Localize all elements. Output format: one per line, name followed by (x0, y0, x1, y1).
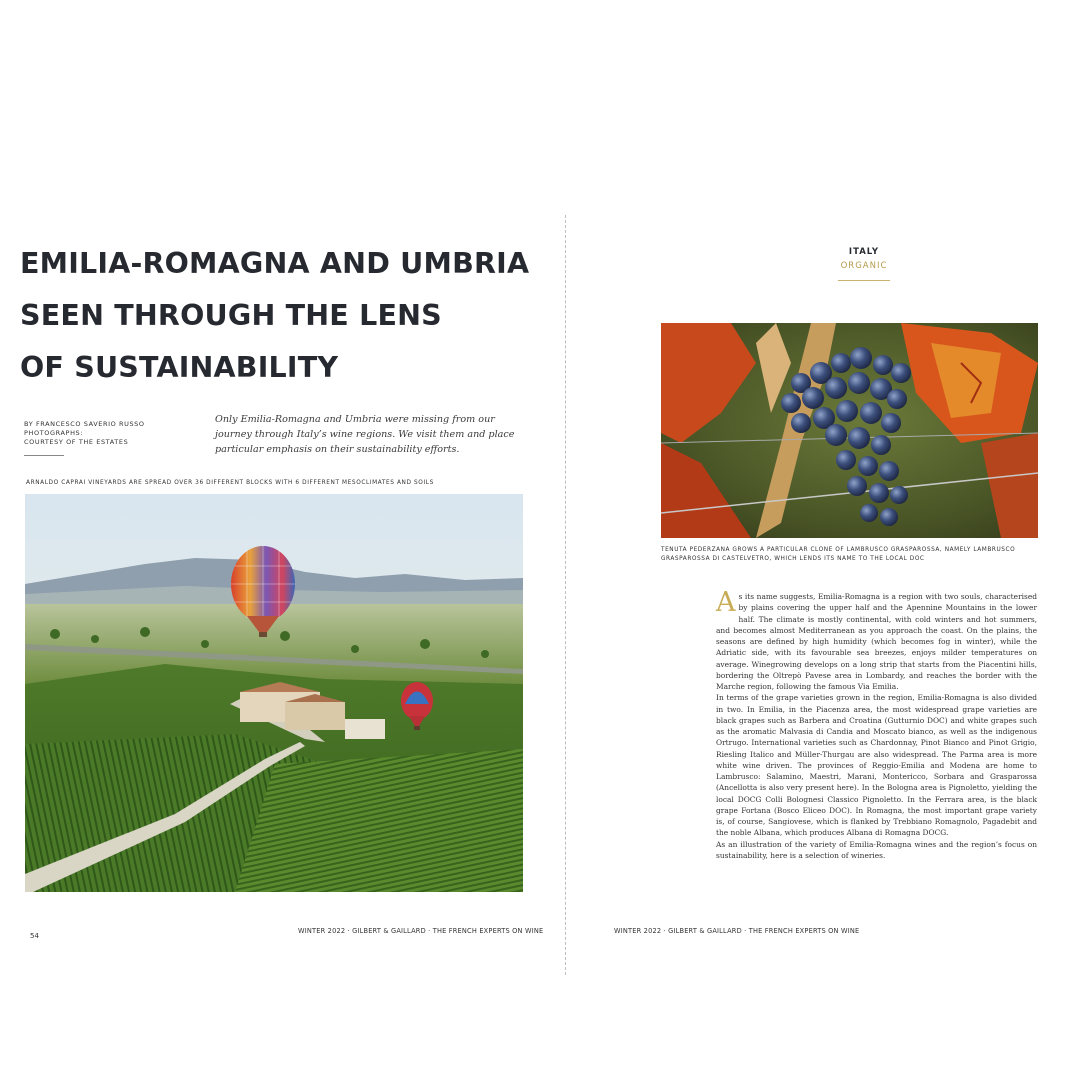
byline-photos-label: PHOTOGRAPHS: (24, 429, 84, 437)
body-paragraph-3: As an illustration of the variety of Emilia-Romagna wines and the region’s focus on sustainability, here is a selection of wineries. (716, 839, 1037, 860)
page-gutter (565, 215, 566, 975)
right-footer: WINTER 2022 · GILBERT & GAILLARD · THE FRENCH EXPERTS ON WINE (614, 927, 860, 935)
article-title (20, 238, 540, 394)
grapes-photo (661, 323, 1038, 538)
grapes-photo-caption: TENUTA PEDERZANA GROWS A PARTICULAR CLONE OF LAMBRUSCO GRASPAROSSA, NAMELY LAMBRUSCO GRASPAROSSA DI CASTELVETRO, WHICH LENDS ITS NAME TO THE LOCAL DOC (661, 547, 1016, 562)
vineyard-balloon-photo (25, 494, 523, 892)
byline-divider (24, 455, 64, 456)
subsection-label: ORGANIC (840, 261, 888, 271)
article-body (716, 587, 1037, 861)
body-paragraph-2: In terms of the grape varieties grown in the region, Emilia-Romagna is also divided in two. In Emilia, in the Piacenza area, the most widespread grape varieties are black grapes such as Barbera and Croatina (Gutturnio DOC) and white grapes such as the aromatic Malvasia di Candia and Moscato bianco, as well as the indigenous Ortrugo. International varieties such as Chardonnay, Pinot Bianco and Pinot Grigio, Riesling Italico and Müller-Thurgau are also widespread. The Parma area is more white wine driven. The provinces of Reggio-Emilia and Modena are home to Lambrusco: Salamino, Maestri, Marani, Montericco, Sorbara and Grasparossa (Ancellotta is also very present here). In the Bologna area is Pignoletto, yielding the local DOCG Colli Bolognesi Classico Pignoletto. In the Ferrara area, is the black grape Fortana (Bosco Eliceo DOC). In Romagna, the most important grape variety is, of course, Sangiovese, which is flanked by Trebbiano Romagnolo, Pagadebit and the noble Albana, which produces Albana di Romagna DOCG. (716, 693, 1037, 838)
left-footer: WINTER 2022 · GILBERT & GAILLARD · THE FRENCH EXPERTS ON WINE (298, 927, 544, 935)
title-line-2: SEEN THROUGH THE LENS (20, 299, 442, 332)
body-paragraph-1-text: s its name suggests, Emilia-Romagna is a region with two souls, characterised by plains covering the upper half and the Apennine Mountains in the lower half. The climate is mostly continental, with cold winters and hot summers, and becomes almost Mediterranean as you approach the coast. On the plains, the seasons are defined by high humidity (which becomes fog in winter), while the Adriatic side, with its favourable sea breezes, enjoys milder temperatures on average. Winegrowing develops on a long strip that starts from the Piacentini hills, bordering the Oltrepò Pavese area in Lombardy, and reaches the border with the Marche region, following the famous Via Emilia. (716, 592, 1037, 691)
page-number: 54 (30, 932, 39, 940)
title-line-3: OF SUSTAINABILITY (20, 351, 339, 384)
vineyard-photo-caption: ARNALDO CAPRAI VINEYARDS ARE SPREAD OVER 36 DIFFERENT BLOCKS WITH 6 DIFFERENT MESOCLIMATES AND SOILS (26, 480, 434, 486)
title-line-1: EMILIA-ROMAGNA AND UMBRIA (20, 247, 530, 280)
byline-author: BY FRANCESCO SAVERIO RUSSO (24, 420, 145, 428)
byline (24, 420, 204, 447)
article-intro: Only Emilia-Romagna and Umbria were missing from our journey through Italy’s wine regions. We visit them and place particular emphasis on their sustainability efforts. (215, 414, 515, 455)
section-divider (838, 280, 890, 281)
drop-cap: A (716, 587, 736, 618)
body-paragraph-1 (716, 587, 1037, 692)
section-label: ITALY (848, 247, 880, 257)
byline-photos-credit: COURTESY OF THE ESTATES (24, 438, 129, 446)
